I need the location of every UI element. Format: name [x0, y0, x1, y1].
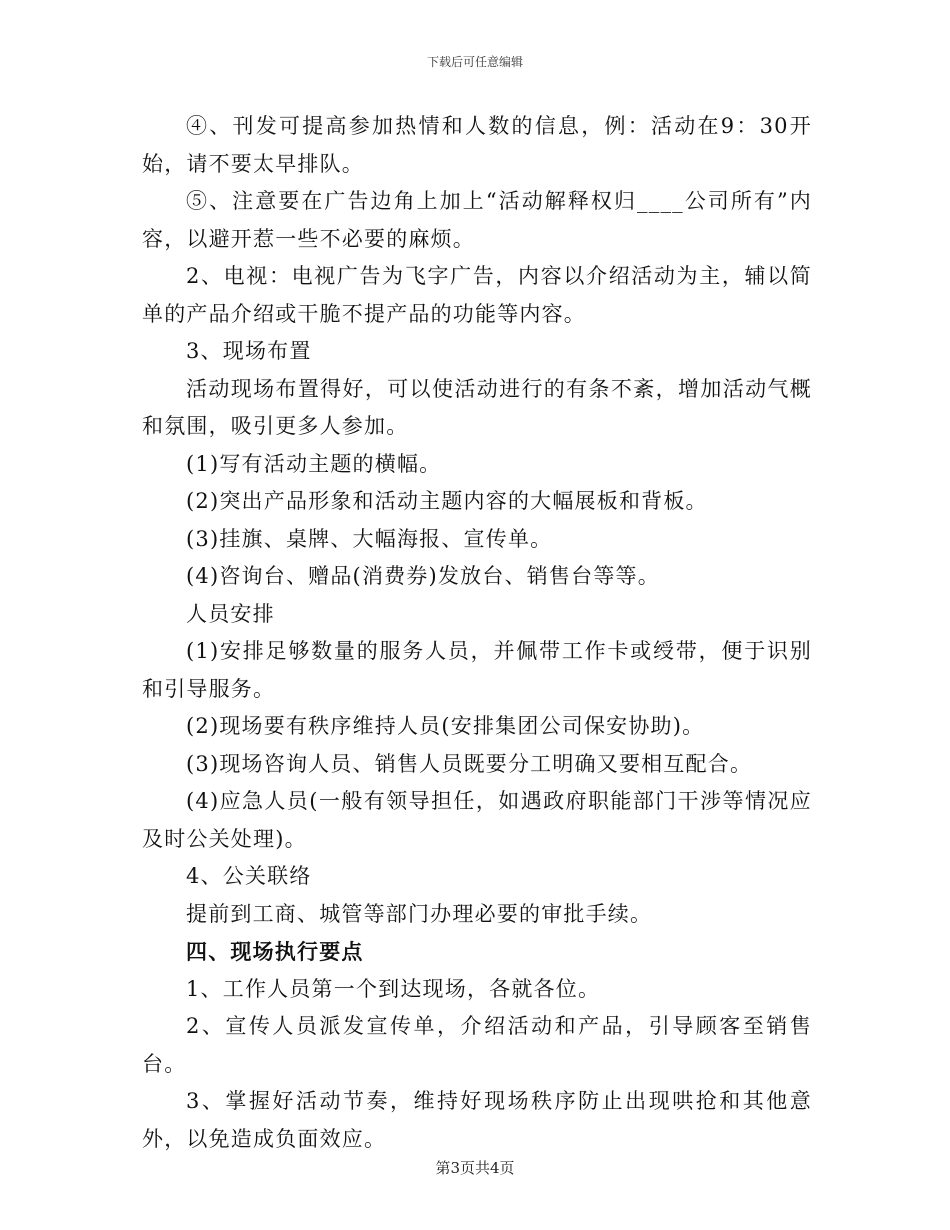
- body-paragraph: 2、宣传人员派发宣传单，介绍活动和产品，引导顾客至销售台。: [142, 1014, 812, 1076]
- body-paragraph: (2)突出产品形象和活动主题内容的大幅展板和背板。: [186, 489, 708, 513]
- document-body: [142, 108, 812, 1158]
- body-paragraph: (2)现场要有秩序维持人员(安排集团公司保安协助)。: [186, 714, 705, 738]
- body-paragraph: ④、刊发可提高参加热情和人数的信息，例：活动在9：30开始，请不要太早排队。: [142, 114, 812, 176]
- body-paragraph: (3)现场咨询人员、销售人员既要分工明确又要相互配合。: [186, 751, 753, 776]
- page-footer: 第3页共4页: [435, 1159, 515, 1177]
- body-paragraph: 1、工作人员第一个到达现场，各就各位。: [186, 976, 601, 1001]
- body-paragraph: 2、电视：电视广告为飞字广告，内容以介绍活动为主，辅以简单的产品介绍或干脆不提产品的功能等内容。: [142, 264, 812, 326]
- body-paragraph: (4)应急人员(一般有领导担任，如遇政府职能部门干涉等情况应及时公关处理)。: [142, 789, 812, 851]
- body-paragraph: 活动现场布置得好，可以使活动进行的有条不紊，增加活动气概和氛围，吸引更多人参加。: [142, 376, 812, 438]
- body-paragraph: 3、掌握好活动节奏，维持好现场秩序防止出现哄抢和其他意外，以免造成负面效应。: [142, 1089, 812, 1151]
- body-paragraph: (1)安排足够数量的服务人员，并佩带工作卡或绶带，便于识别和引导服务。: [142, 639, 812, 701]
- body-paragraph: (3)挂旗、桌牌、大幅海报、宣传单。: [186, 526, 553, 551]
- body-paragraph: (4)咨询台、赠品(消费券)发放台、销售台等等。: [186, 564, 660, 588]
- body-paragraph: 提前到工商、城管等部门办理必要的审批手续。: [186, 901, 653, 926]
- body-paragraph: 人员安排: [186, 601, 275, 626]
- body-paragraph: 3、现场布置: [186, 339, 312, 363]
- page-header: 下载后可任意编辑: [426, 55, 523, 69]
- section-heading: 四、现场执行要点: [186, 939, 364, 964]
- body-paragraph: 4、公关联络: [186, 864, 312, 888]
- body-paragraph: (1)写有活动主题的横幅。: [186, 451, 442, 476]
- body-paragraph: ⑤、注意要在广告边角上加上“活动解释权归____公司所有”内容，以避开惹一些不必要的麻烦。: [142, 189, 812, 251]
